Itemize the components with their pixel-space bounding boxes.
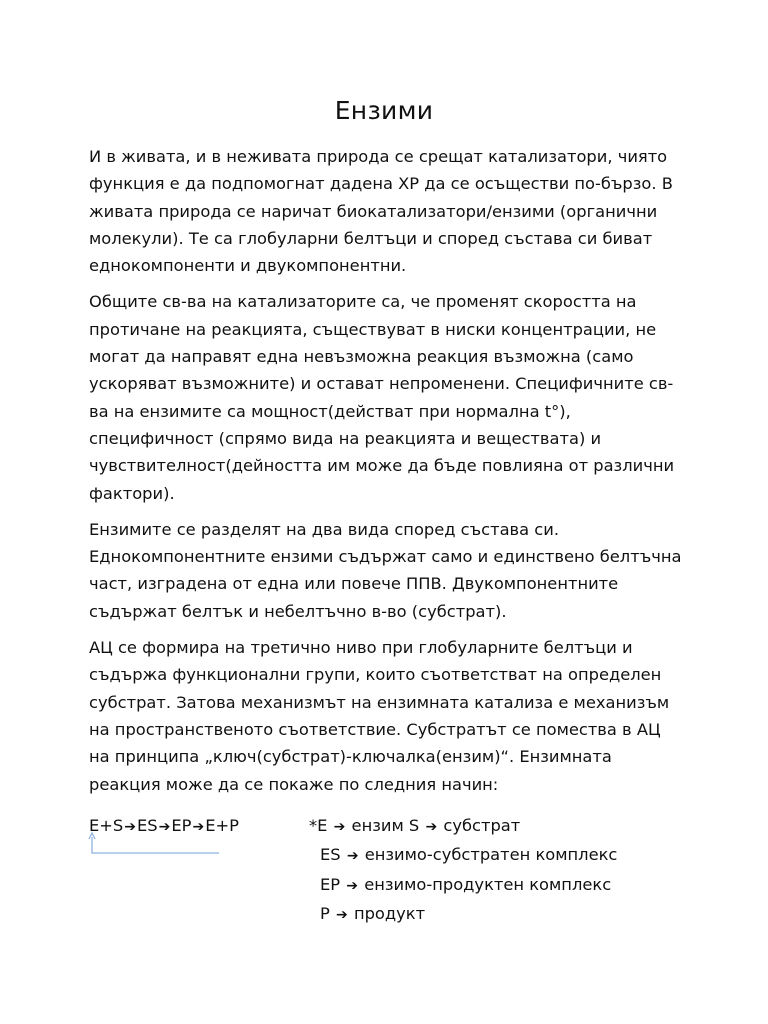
right-arrow-icon: ➔ <box>336 906 348 923</box>
equation-term: E+S <box>89 816 124 835</box>
right-arrow-icon: ➔ <box>346 877 359 894</box>
legend-line: ES ➔ ензимо-субстратен комплекс <box>309 841 617 870</box>
equation-term: EP <box>171 816 192 835</box>
body-text <box>89 143 685 807</box>
enzyme-recycle-arrow-icon <box>89 830 229 854</box>
right-arrow-icon: ➔ <box>346 848 359 865</box>
right-arrow-icon: ➔ <box>425 819 438 835</box>
reaction-scheme <box>89 812 689 932</box>
reaction-legend <box>309 812 617 929</box>
paragraph-properties: Общите св-ва на катализаторите са, че променят скоростта на протичане на реакцията, съществуват в ниски концентрации, не могат да направят една невъзможна реакция възможна (само ускоряват възможните) и остават непроменени. Специфичните св-ва на ензимите са мощност(действат при нормална t°), специфичност (спрямо вида на реакцията и веществата) и чувствителност(дейността им може да бъде повлияна от различни фактори). <box>89 292 675 503</box>
paragraph-intro: И в живата, и в неживата природа се срещат катализатори, чиято функция е да подпомогнат дадена ХР да се осъществи по-бързо. В живата природа се наричат биокатализатори/ензими (органични молекули). Те са глобуларни белтъци и според състава си биват еднокомпоненти и двукомпонентни. <box>89 147 673 276</box>
legend-line: *E ➔ ензим S ➔ субстрат <box>309 812 617 841</box>
equation-term: ES <box>137 816 158 835</box>
equation-term: E+P <box>205 816 239 835</box>
legend-line: P ➔ продукт <box>309 900 617 929</box>
right-arrow-icon: ➔ <box>192 819 205 835</box>
paragraph-active-center: АЦ се формира на третично ниво при глобуларните белтъци и съдържа функционални групи, които съответстват на определен субстрат. Затова механизмът на ензимната катализа е механизъм на пространственото съответствие. Субстратът се помества в АЦ на принципа „ключ(субстрат)-ключалка(ензим)“. Ензимната реакция може да се покаже по следния начин: <box>89 638 670 794</box>
page-title: Ензими <box>334 96 434 125</box>
right-arrow-icon: ➔ <box>158 819 171 835</box>
right-arrow-icon: ➔ <box>333 819 346 835</box>
right-arrow-icon: ➔ <box>124 819 136 835</box>
paragraph-types: Ензимите се разделят на два вида според състава си. Еднокомпонентните ензими съдържат само и единствено белтъчна част, изградена от една или повече ППВ. Двукомпонентните съдържат белтък и небелтъчно в-во (субстрат). <box>89 519 682 621</box>
legend-line: EP ➔ ензимо-продуктен комплекс <box>309 871 617 900</box>
